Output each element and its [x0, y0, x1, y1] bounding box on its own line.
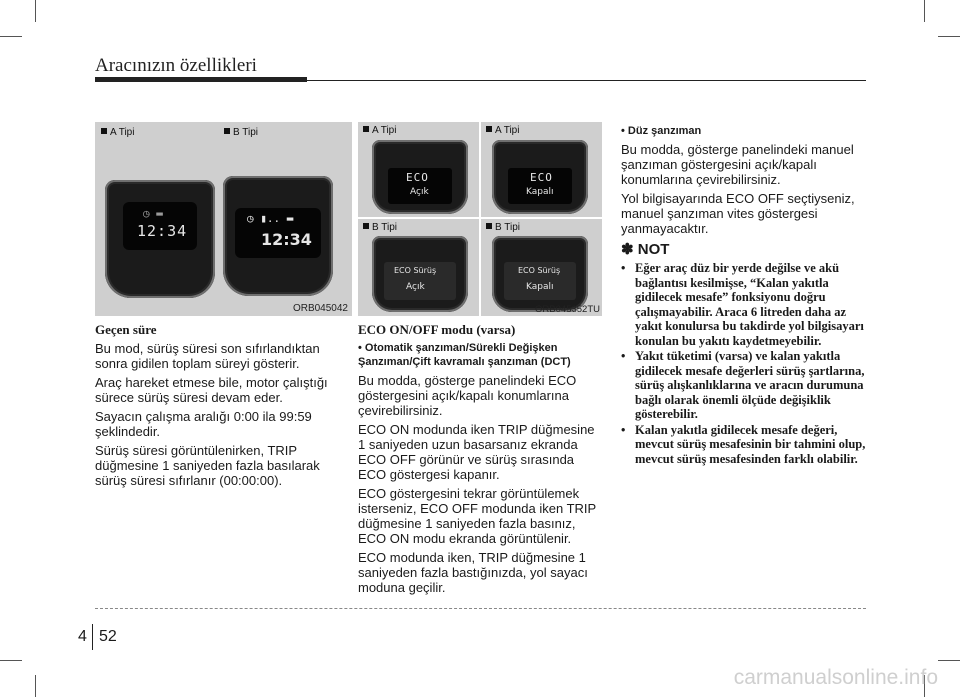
figure-code: ORB045352TU	[535, 304, 600, 315]
note-list	[621, 261, 866, 466]
figure-label-a: A Tipi	[101, 127, 134, 138]
clock-icon: ◷ ▮.. ▬	[247, 212, 294, 225]
note-item: • Eğer araç düz bir yerde değilse ve akü bağlantısı kesilmişse, “Kalan yakıtla gidilecek mesafe” fonksiyonu doğru çalışmayabilir. Araca 6 litreden daha az yakıt konulursa bu takdirde yol bilgisayarı konulan bu yakıtı kaydetmeyebilir.	[621, 261, 864, 348]
eco-display-a-off: ECO Kapalı	[492, 140, 588, 214]
paragraph: ECO göstergesini tekrar görüntülemek isterseniz, ECO OFF modunda iken TRIP düğmesine 1 saniyeden fazla basınız, ECO ON modu ekranda görüntülenir.	[358, 486, 596, 546]
lcd-time-a: 12:34	[137, 222, 188, 240]
crop-mark	[35, 0, 36, 22]
figure-label: A Tipi	[486, 125, 519, 136]
paragraph: Bu mod, sürüş süresi son sıfırlandıktan sonra gidilen toplam süreyi gösterir.	[95, 341, 320, 371]
paragraph: Yol bilgisayarında ECO OFF seçtiyseniz, manuel şanzıman vites göstergesi yanmayacaktır.	[621, 191, 855, 236]
figure-label: B Tipi	[363, 222, 397, 233]
paragraph: ECO ON modunda iken TRIP düğmesine 1 saniyeden uzun basarsanız ekranda ECO OFF görünür ve sürüş sırasında ECO göstergesi kapanır.	[358, 422, 595, 482]
crop-mark	[938, 36, 960, 37]
lcd-time-b: 12:34	[261, 230, 312, 249]
header-rule	[95, 77, 307, 82]
cluster-display-b	[223, 176, 333, 296]
section-number: 4	[78, 628, 87, 645]
paragraph: Sürüş süresi görüntülenirken, TRIP düğmesine 1 saniyeden fazla basılarak sürüş süresi sıfırlanır (00:00:00).	[95, 443, 320, 488]
figure-eco-mode	[358, 122, 602, 316]
paragraph: Bu modda, gösterge panelindeki manuel şanzıman göstergesini açık/kapalı konumlarına çevirebilirsiniz.	[621, 142, 854, 187]
column-manual-and-note	[621, 124, 866, 467]
crop-mark	[35, 675, 36, 697]
page-number: 52	[99, 628, 117, 645]
section-heading: ECO ON/OFF modu (varsa)	[358, 322, 516, 337]
figure-label: B Tipi	[486, 222, 520, 233]
eco-display-a-on: ECO Açık	[372, 140, 468, 214]
bullet-heading: • Otomatik şanzıman/Sürekli Değişken Şanzıman/Çift kavramalı şanzıman (DCT)	[358, 342, 571, 368]
column-eco-mode	[358, 322, 602, 599]
figure-label: A Tipi	[363, 125, 396, 136]
crop-mark	[0, 36, 22, 37]
paragraph: Araç hareket etmese bile, motor çalıştığı sürece sürüş süresi devam eder.	[95, 375, 328, 405]
paragraph: Bu modda, gösterge panelindeki ECO göstergesini açık/kapalı konumlarına çevirebilirsiniz.	[358, 373, 577, 418]
crop-mark	[924, 0, 925, 22]
header-rule-thin	[307, 80, 866, 81]
paragraph: Sayacın çalışma aralığı 0:00 ila 99:59 şeklindedir.	[95, 409, 312, 439]
note-title: ✽ NOT	[621, 241, 670, 258]
section-heading: Geçen süre	[95, 322, 157, 337]
figure-code: ORB045042	[292, 303, 348, 314]
page-header-title: Aracınızın özellikleri	[95, 55, 257, 76]
clock-icon: ◷ ▬	[143, 207, 163, 220]
note-item: • Yakıt tüketimi (varsa) ve kalan yakıtla gidilecek mesafe değerleri sürüş şartlarına, sürüş alışkanlıklarına ve aracın durumuna bağlı olarak önemli ölçüde değişiklik gösterebilir.	[621, 349, 865, 421]
watermark: carmanualsonline.info	[733, 666, 938, 689]
note-item: • Kalan yakıtla gidilecek mesafe değeri, mevcut sürüş mesafesinin bir tahmini olup, mevcut sürüş mesafesinden farklı olabilir.	[621, 422, 866, 466]
bullet-heading: • Düz şanzıman	[621, 125, 702, 137]
page-number-divider	[92, 624, 93, 650]
crop-mark	[0, 660, 22, 661]
figure-divider	[479, 122, 481, 316]
paragraph: ECO modunda iken, TRIP düğmesine 1 saniyeden fazla bastığınızda, yol sayacı moduna geçilir.	[358, 550, 588, 595]
eco-display-b-on: ECO Sürüş Açık	[372, 236, 468, 312]
footer-rule	[95, 608, 866, 609]
figure-label-b: B Tipi	[224, 127, 258, 138]
crop-mark	[938, 660, 960, 661]
eco-display-b-off: ECO Sürüş Kapalı	[492, 236, 588, 312]
column-elapsed-time	[95, 322, 352, 492]
cluster-display-a	[105, 180, 215, 298]
figure-divider	[358, 217, 602, 219]
figure-elapsed-time	[95, 122, 352, 316]
